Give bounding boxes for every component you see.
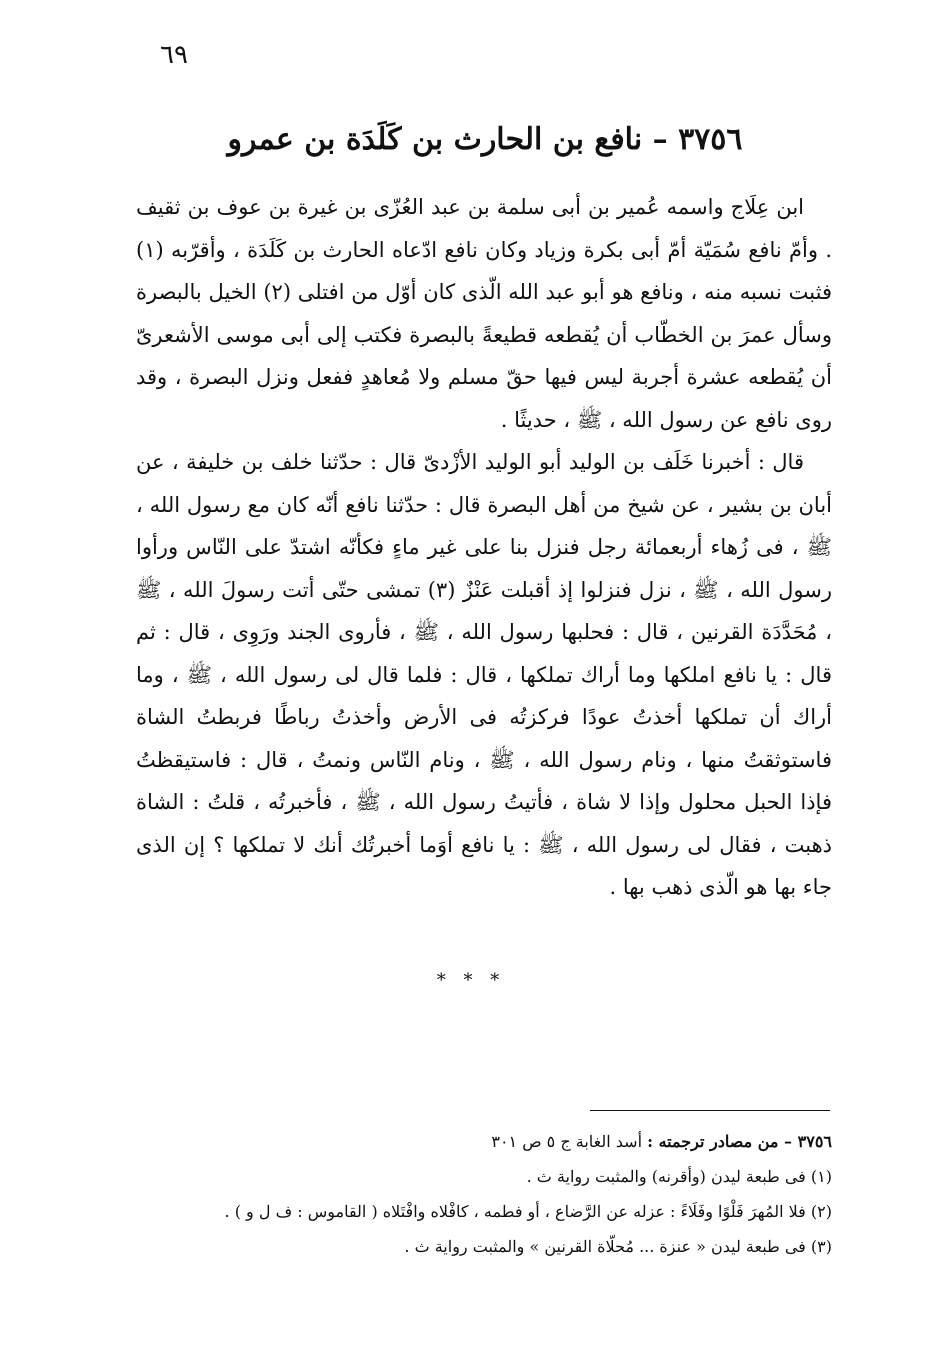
footnote-3: (٣) فى طبعة ليدن « عنزة ... مُحلّاة القرنين » والمثبت رواية ث . xyxy=(404,1237,832,1256)
page-number: ٦٩ xyxy=(160,40,188,70)
footnotes xyxy=(120,1124,832,1264)
entry-body xyxy=(136,186,832,909)
footnote-1: (١) فى طبعة ليدن (وأقرنه) والمثبت رواية ث . xyxy=(526,1167,832,1186)
footnote-sources-text: أسد الغابة ج ٥ ص ٣٠١ xyxy=(491,1132,648,1151)
paragraph-biography: ابن عِلَاج واسمه عُمير بن أبى سلمة بن عبد العُزّى بن غيرة بن عوف بن ثقيف . وأمّ نافع سُمَيّة أمّ أبى بكرة وزياد وكان نافع ادّعاه الحارث بن كَلَدَة ، وأقرّبه (١) فثبت نسبه منه ، ونافع هو أبو عبد الله الّذى كان أوّل من افتلى (٢) الخيل بالبصرة وسأل عمرَ بن الخطّاب أن يُقطعه قطيعةً بالبصرة فكتب إلى أبى موسى الأشعرىّ أن يُقطعه عشرة أجربة ليس فيها حقّ مسلم ولا مُعاهدٍ ففعل ونزل البصرة ، وقد روى نافع عن رسول الله ، ﷺ ، حديثًا . xyxy=(136,195,832,432)
entry-title: ٣٧٥٦ – نافع بن الحارث بن كَلَدَة بن عمرو xyxy=(227,122,743,157)
footnote-sources xyxy=(120,1124,832,1159)
footnote-divider xyxy=(590,1110,830,1111)
footnote-2: (٢) فلا المُهرَ فَلْوًا وفَلَاءً : عزله عن الرَّضاع ، أو فطمه ، كافْلاه وافْتَلاه ( القاموس : ف ل و ) . xyxy=(224,1202,832,1221)
section-separator: * * * xyxy=(436,970,506,991)
paragraph-hadith: قال : أخبرنا خَلَف بن الوليد أبو الوليد الأزْدىّ قال : حدّثنا خلف بن خليفة ، عن أبان بن بشير ، عن شيخ من أهل البصرة قال : حدّثنا نافع أنّه كان مع رسول الله ، ﷺ ، فى زُهاء أربعمائة رجل فنزل بنا على غير ماءٍ فكأنّه اشتدّ على النّاس ورأوا رسول الله ، ﷺ ، نزل فنزلوا إذ أقبلت عَنْزٌ (٣) تمشى حتّى أتت رسولَ الله ، ﷺ ، مُحَدَّدَة القرنين ، قال : فحلبها رسول الله ، ﷺ ، فأروى الجند ورَوِى ، قال : ثم قال : يا نافع املكها وما أراك تملكها ، قال : فلما قال لى رسول الله ، ﷺ ، وما أراك أن تملكها أخذتُ عودًا فركزتُه فى الأرض وأخذتُ رباطًا فربطتُ الشاة فاستوثقتُ منها ، ونام رسول الله ، ﷺ ، ونام النّاس ونمتُ ، قال : فاستيقظتُ فإذا الحبل محلول وإذا لا شاة ، فأتيتُ رسول الله ، ﷺ ، فأخبرتُه ، قلتُ : الشاة ذهبت ، فقال لى رسول الله ، ﷺ : يا نافع أوَما أخبرتُك أنك لا تملكها ؟ إن الذى جاء بها هو الّذى ذهب بها . xyxy=(136,450,832,899)
footnote-sources-label: ٣٧٥٦ – من مصادر ترجمته : xyxy=(647,1132,832,1151)
